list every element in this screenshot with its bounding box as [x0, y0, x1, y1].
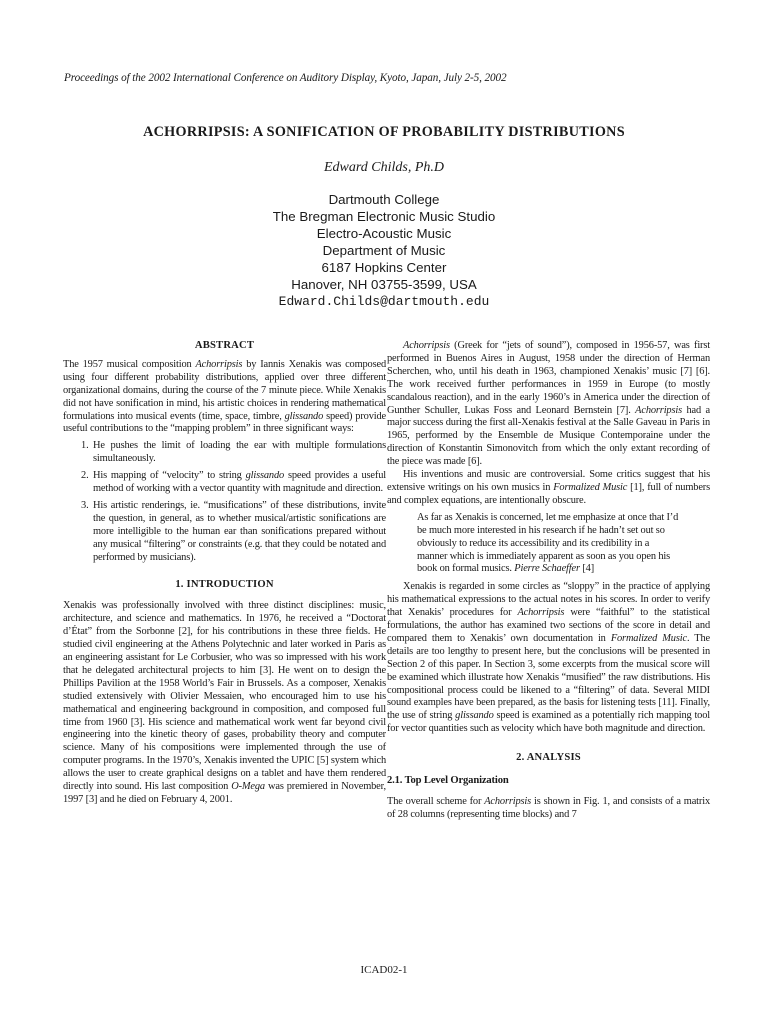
affiliation-line: 6187 Hopkins Center [321, 260, 447, 275]
author-name: Edward Childs, Ph.D [323, 160, 445, 175]
introduction-heading: 1. INTRODUCTION [175, 578, 274, 590]
page-footer: ICAD02-1 [360, 964, 408, 976]
list-item: 1. He pushes the limit of loading the ear with multiple formulations simultaneously. [91, 440, 386, 466]
body-paragraph: Xenakis is regarded in some circles as “sloppy” in the practice of applying his mathematical expressions to the actual notes in his scores. In order to verify that Xenakis’ procedures for Achorripsis were “faithful” to the statistical formulations, the author has examined two sections of the score in detail and compared them to Xenakis’ own documentation in Formalized Music. The details are too lengthy to present here, but the conclusions will be presented in Section 2 of this paper. In Section 3, some excerpts from the musical score will be examined which illustrate how Xenakis “musified” the raw distributions. His compositional process could be likened to a “filtering” of data. Several MIDI sound examples have been prepared, as the basis for listening tests [11]. Finally, the use of string glissando speed is examined as a potentially rich mapping tool for vector quantities such as velocity which have both magnitude and direction. [387, 581, 711, 735]
affiliation-line: Department of Music [322, 243, 446, 258]
affiliation-line: Hanover, NH 03755-3599, USA [291, 277, 477, 292]
subsection-heading: 2.1. Top Level Organization [387, 775, 509, 787]
list-item: 3. His artistic renderings, ie. “musifications” of these distributions, invite the question, in general, as to whether musical/artistic sonifications are more intelligible to the human ear than sonifications prepared without any musical “filtering” or constraints (e.g. that they could be notated and performed by musicians). [91, 500, 386, 565]
body-paragraph: The overall scheme for Achorripsis is shown in Fig. 1, and consists of a matrix of 28 columns (representing time blocks) and 7 [387, 796, 710, 820]
abstract-heading: ABSTRACT [194, 340, 255, 351]
analysis-heading: 2. ANALYSIS [516, 752, 581, 764]
running-head: Proceedings of the 2002 International Conference on Auditory Display, Kyoto, Japan, July 2-5, 2002 [64, 72, 507, 84]
contributions-list [63, 440, 386, 564]
author-email: Edward.Childs@dartmouth.edu [278, 294, 490, 309]
list-item: 2. His mapping of “velocity” to string glissando speed provides a useful method of working with a vector quantity with magnitude and direction. [91, 470, 386, 496]
abstract-paragraph: The 1957 musical composition Achorripsis by Iannis Xenakis was composed using four different probability distributions, applied over three different organizational domains, during the course of the 7 minute piece. While Xenakis did not have sonification in mind, his artistic choices in rendering mathematical formulations into musical events (time, space, timbre, glissando speed) provide useful contributions to the “mapping problem” in three significant ways: [63, 358, 387, 435]
affiliation-line: Electro-Acoustic Music [316, 226, 452, 241]
body-paragraph: Achorripsis (Greek for “jets of sound”), composed in 1956-57, was first performed in Buenos Aires in August, 1958 under the direction of Herman Scherchen, who, until his death in 1963, championed Xenakis’ music [7] [6]. The work received further performances in 1959 in Europe (to mostly scandalous reaction), and in the early 1960’s in America under the direction of Gunther Schuller, Lukas Foss and Leonard Bernstein [7]. Achorripsis had a major success during the first all-Xenakis festival at the Salle Gaveau in Paris in 1965, performed by the Ensemble de Musique Contemporaine under the direction of Konstantin Simonovitch from which the only extant recording of the piece was made [6]. [387, 340, 710, 468]
introduction-paragraph: Xenakis was professionally involved with three distinct disciplines: music, architecture, and science and mathematics. In 1976, he received a “Doctorat d’État” from the Sorbonne [2], for his contributions in these three fields. He studied civil engineering at the Athens Polytechnic and later worked in Paris as an engineering assistant for Le Corbusier, who was so impressed with his work that he delegated architectural projects to him [3]. He went on to design the Phillips Pavilion at the 1958 World’s Fair in Brussels. As a composer, Xenakis studied extensively with Olivier Messaien, who encouraged him to use his mathematical and engineering background in composition, and composed full time from 1960 [3]. His science and mathematical work went far beyond civil engineering into the kinetic theory of gases, probability theory and computer science. Many of his compositions were implemented through the use of computer programs. In the 1970’s, Xenakis invented the UPIC [5] system which allows the user to create graphical designs on a tablet and have them rendered directly into sound. His last composition O-Mega was premiered in November, 1997 [3] and he died on February 4, 2001. [63, 600, 386, 805]
left-column [63, 340, 386, 807]
body-paragraph: His inventions and music are controversial. Some critics suggest that his extensive writings on his own musics in Formalized Music [1], full of numbers and complex equations, are intentionally obscure. [387, 469, 710, 506]
paper-title: ACHORRIPSIS: A SONIFICATION OF PROBABILITY DISTRIBUTIONS [143, 124, 625, 140]
right-column [387, 340, 710, 822]
block-quote: As far as Xenakis is concerned, let me emphasize at once that I’d be much more interested in his research if he hadn’t set out so obviously to reduce its accessibility and its credibility in a manner which is immediately apparent as soon as you open his book on formal musics. Pierre Schaeffer [4] [417, 511, 679, 575]
affiliation-block [64, 191, 704, 310]
affiliation-line: Dartmouth College [328, 192, 440, 207]
affiliation-line: The Bregman Electronic Music Studio [272, 209, 496, 224]
